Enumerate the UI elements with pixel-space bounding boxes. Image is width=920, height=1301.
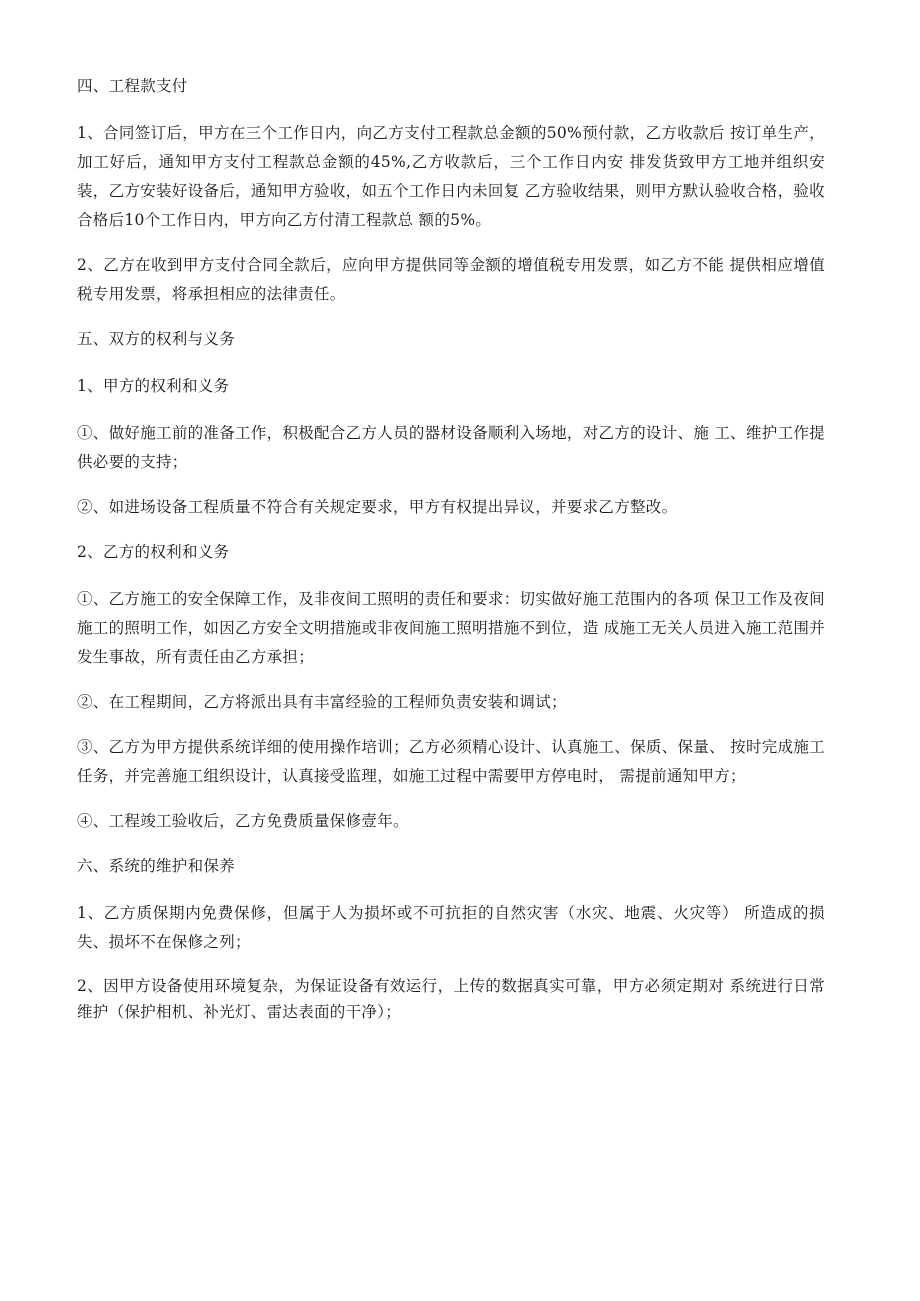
paragraph-party-a-item-2: ②、如进场设备工程质量不符合有关规定要求，甲方有权提出异议，并要求乙方整改。 — [77, 498, 678, 516]
paragraph-party-b-item-4: ④、工程竣工验收后，乙方免费质量保修壹年。 — [77, 812, 409, 830]
paragraph-maintenance-2: 2、因甲方设备使用环境复杂，为保证设备有效运行，上传的数据真实可靠，甲方必须定期对 系统进行日常维护（保护相机、补光灯、雷达表面的干净）； — [77, 977, 825, 1021]
subheading-party-b: 2、乙方的权利和义务 — [77, 543, 230, 561]
paragraph-payment-terms: 1、合同签订后，甲方在三个工作日内，向乙方支付工程款总金额的50%预付款，乙方收款后 按订单生产，加工好后，通知甲方支付工程款总金额的45%,乙方收款后，三个工作日内安 排发货致甲方工地并组织安装，乙方安装好设备后，通知甲方验收，如五个工作日内未回复 乙方验收结果，则甲方默认验收合格，验收合格后10个工作日内，甲方向乙方付清工程款总 额的5%。 — [77, 124, 825, 229]
paragraph-party-b-item-1: ①、乙方施工的安全保障工作，及非夜间工照明的责任和要求：切实做好施工范围内的各项 保卫工作及夜间施工的照明工作，如因乙方安全文明措施或非夜间施工照明措施不到位，造 成施工无关人员进入施工范围并发生事故，所有责任由乙方承担； — [77, 590, 825, 666]
paragraph-invoice: 2、乙方在收到甲方支付合同全款后，应向甲方提供同等金额的增值税专用发票，如乙方不能 提供相应增值税专用发票，将承担相应的法律责任。 — [77, 256, 825, 303]
document-page — [77, 72, 825, 1025]
paragraph-party-b-item-3: ③、乙方为甲方提供系统详细的使用操作培训；乙方必须精心设计、认真施工、保质、保量、 按时完成施工任务，并完善施工组织设计，认真接受监理，如施工过程中需要甲方停电时， 需提前通知甲方； — [77, 738, 825, 785]
paragraph-maintenance-1: 1、乙方质保期内免费保修，但属于人为损坏或不可抗拒的自然灾害（水灾、地震、火灾等） 所造成的损失、损坏不在保修之列； — [77, 904, 825, 951]
subheading-party-a: 1、甲方的权利和义务 — [77, 377, 230, 395]
section-heading-rights: 五、双方的权利与义务 — [77, 330, 236, 348]
section-heading-maintenance: 六、系统的维护和保养 — [77, 857, 236, 875]
section-heading-payment: 四、工程款支付 — [77, 77, 188, 95]
paragraph-party-a-item-1: ①、做好施工前的准备工作，积极配合乙方人员的器材设备顺利入场地，对乙方的设计、施 工、维护工作提供必要的支持； — [77, 424, 825, 471]
paragraph-party-b-item-2: ②、在工程期间，乙方将派出具有丰富经验的工程师负责安装和调试； — [77, 693, 567, 711]
